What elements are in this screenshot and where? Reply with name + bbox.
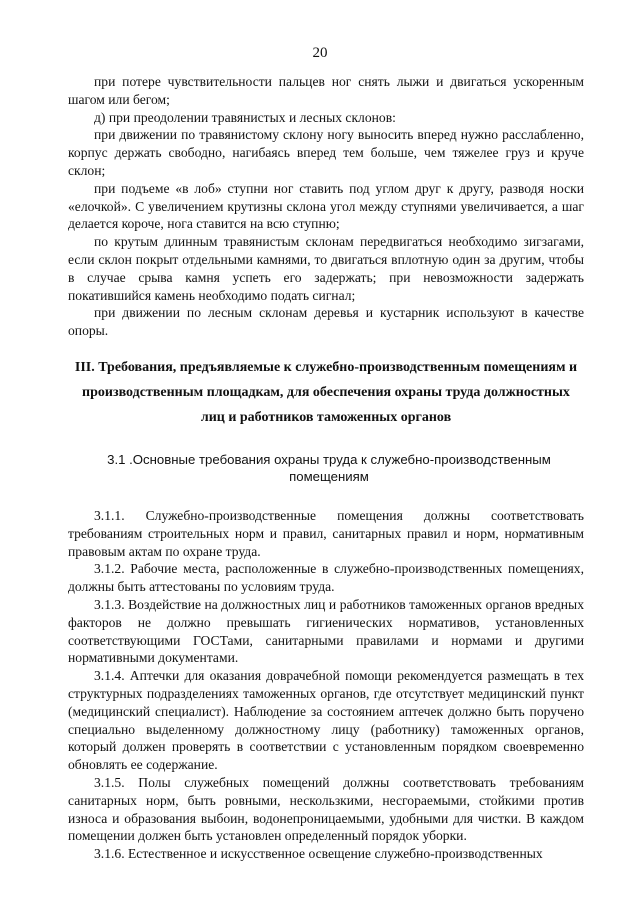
paragraph-grass-forest-slopes-item: д) при преодолении травянистых и лесных склонов: bbox=[94, 109, 396, 125]
paragraph-steep-slopes-zigzag: по крутым длинным травянистым склонам передвигаться необходимо зигзагами, если склон покрыт отдельными камнями, то двигаться вплотную один за другим, чтобы в случае срыва камня успеть его задержать; при невозможности задержать покатившийся камень необходимо подать сигнал; bbox=[68, 234, 584, 303]
paragraph-grass-slope-movement: при движении по травянистому склону ногу выносить вперед нужно расслабленно, корпус держать свободно, нагибаясь вперед тем больше, чем тяжелее груз и круче склон; bbox=[68, 127, 584, 178]
section-heading: III. Требования, предъявляемые к служебно-производственным помещениям и производственным площадкам, для обеспечения охраны труда должностных лиц и работников таможенных органов bbox=[74, 359, 578, 425]
paragraph-3-1-2: 3.1.2. Рабочие места, расположенные в служебно-производственных помещениях, должны быть аттестованы по условиям труда. bbox=[68, 561, 584, 595]
paragraph-3-1-6: 3.1.6. Естественное и искусственное освещение служебно-производственных bbox=[94, 846, 543, 862]
paragraph-3-1-3: 3.1.3. Воздействие на должностных лиц и работников таможенных органов вредных факторов не должно превышать гигиенических нормативов, установленных соответствующими ГОСТами, санитарными правилами и нормами и другими нормативными документами. bbox=[68, 596, 584, 666]
paragraph-3-1-4: 3.1.4. Аптечки для оказания доврачебной помощи рекомендуется размещать в тех структурных подразделениях таможенных органов, где отсутствует медицинский пункт (медицинский специалист). Наблюдение за состоянием аптечек должно быть поручено специально выделенному должностному лицу (работнику) таможенных органов, который должен проверять в соответствии с установленным порядком своевременно обновлять ее содержание. bbox=[68, 668, 584, 773]
paragraph-3-1-1: 3.1.1. Служебно-производственные помещения должны соответствовать требованиям строительных норм и правил, санитарных правил и норм, нормативным правовым актам по охране труда. bbox=[68, 507, 584, 559]
paragraph-forest-slopes-support: при движении по лесным склонам деревья и кустарник используют в качестве опоры. bbox=[68, 305, 584, 339]
page-number: 20 bbox=[312, 45, 328, 61]
subsection-heading: 3.1 .Основные требования охраны труда к служебно-производственным помещениям bbox=[107, 451, 551, 484]
paragraph-ski-sensitivity: при потере чувствительности пальцев ног снять лыжи и двигаться ускоренным шагом или бегом; bbox=[68, 74, 584, 107]
page-content bbox=[68, 73, 584, 863]
paragraph-straight-ascent: при подъеме «в лоб» ступни ног ставить под углом друг к другу, разводя носки «елочкой». С увеличением крутизны склона угол между ступнями увеличивается, а шаг делается короче, нога ставится на всю ступню; bbox=[68, 180, 584, 232]
paragraph-3-1-5: 3.1.5. Полы служебных помещений должны соответствовать требованиям санитарных норм, быть ровными, нескользкими, несгораемыми, стойкими против износа и образования выбоин, водонепроницаемыми, удобными для чистки. В каждом помещении должен быть установлен определенный порядок уборки. bbox=[68, 774, 584, 844]
